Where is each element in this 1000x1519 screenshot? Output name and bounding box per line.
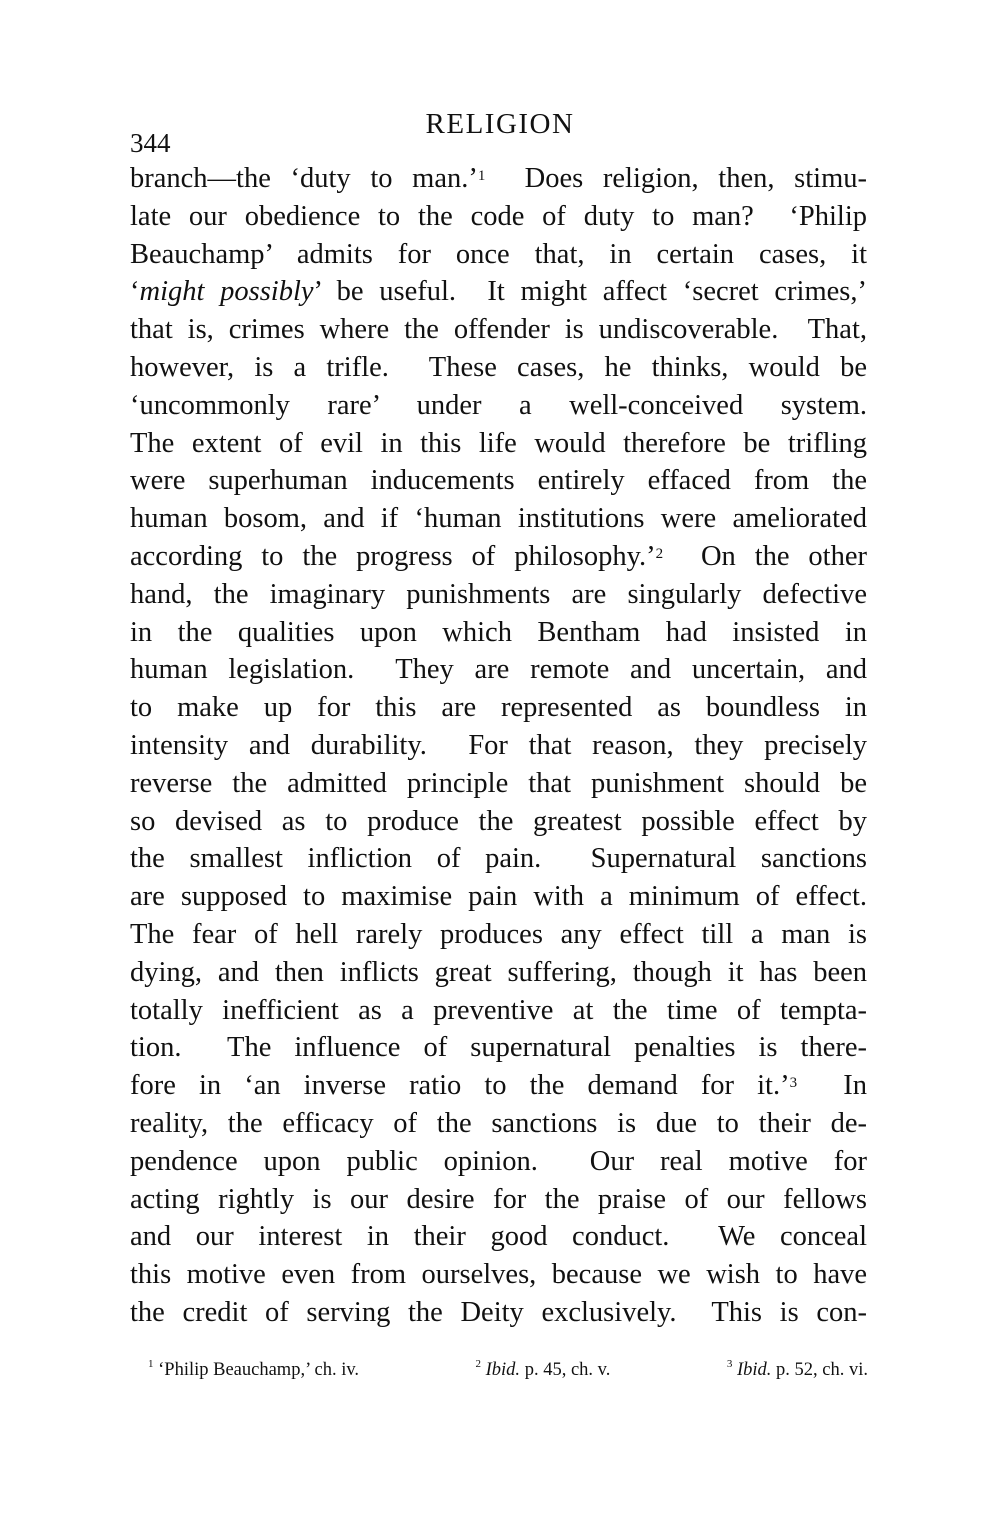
- running-head: RELIGION: [425, 108, 575, 140]
- text-line: [130, 651, 867, 689]
- text-line: [130, 538, 867, 576]
- text-line: [130, 614, 867, 652]
- footnote-ref: 3: [726, 1358, 733, 1370]
- footnotes: [148, 1360, 868, 1381]
- footnote-ref: 3: [789, 1075, 798, 1092]
- text-run: In: [797, 1070, 867, 1102]
- text-line: [130, 992, 867, 1030]
- italic-text: Ibid.: [736, 1360, 772, 1380]
- text-line: [130, 803, 867, 841]
- text-run: this motive even from ourselves, because we wish to have: [130, 1259, 867, 1291]
- text-run: however, is a trifle. These cases, he thinks, would be: [130, 351, 867, 383]
- footnote-ref: 2: [475, 1358, 481, 1370]
- text-run: branch—the ‘duty to man.’: [130, 163, 478, 194]
- text-line: [130, 1256, 867, 1294]
- text-run: ‘Philip Beauchamp,’ ch. iv.: [153, 1360, 360, 1380]
- text-line: [130, 349, 867, 387]
- text-line: [130, 198, 867, 236]
- text-run: and our interest in their good conduct. We conceal: [130, 1221, 867, 1253]
- italic-text: Ibid.: [485, 1360, 521, 1380]
- text-line: [130, 387, 867, 425]
- text-run: Does religion, then, stimu-: [485, 163, 867, 194]
- text-run: according to the progress of philosophy.’: [130, 540, 656, 572]
- text-line: [130, 1181, 867, 1219]
- footnote: [727, 1360, 868, 1381]
- footnote: [476, 1360, 611, 1381]
- text-line: [130, 273, 867, 311]
- text-line: [130, 1294, 867, 1332]
- text-run: ‘: [130, 276, 140, 308]
- text-run: the credit of serving the Deity exclusively. This is con-: [130, 1296, 867, 1328]
- text-line: [130, 765, 867, 803]
- text-run: The fear of hell rarely produces any effect till a man is: [130, 918, 867, 950]
- text-run: dying, and then inflicts great suffering, though it has been: [130, 956, 867, 988]
- body-text: [130, 160, 867, 1332]
- text-line: [130, 1105, 867, 1143]
- text-line: [130, 1143, 867, 1181]
- text-run: The extent of evil in this life would therefore be trifling: [130, 427, 867, 459]
- text-line: [130, 954, 867, 992]
- text-run: were superhuman inducements entirely effaced from the: [130, 465, 867, 497]
- footnote-ref: 2: [655, 545, 664, 562]
- text-line: [130, 1029, 867, 1067]
- text-line: [130, 1218, 867, 1256]
- text-line: [130, 840, 867, 878]
- text-run: in the qualities upon which Bentham had insisted in: [130, 616, 867, 648]
- text-run: pendence upon public opinion. Our real motive for: [130, 1145, 867, 1177]
- text-run: intensity and durability. For that reason, they precisely: [130, 729, 867, 761]
- text-line: [130, 689, 867, 727]
- text-line: [130, 1067, 867, 1105]
- italic-text: might possibly: [139, 276, 314, 308]
- text-run: so devised as to produce the greatest possible effect by: [130, 805, 867, 837]
- footnote-ref: 1: [477, 168, 486, 184]
- footnote: [148, 1360, 359, 1381]
- page-number: 344: [130, 128, 171, 158]
- text-line: [130, 576, 867, 614]
- text-run: the smallest infliction of pain. Supernatural sanctions: [130, 843, 867, 875]
- text-run: hand, the imaginary punishments are singularly defective: [130, 578, 867, 610]
- text-line: [130, 160, 867, 198]
- text-run: late our obedience to the code of duty to man? ‘Philip: [130, 200, 867, 232]
- text-line: [130, 727, 867, 765]
- text-line: [130, 236, 867, 274]
- text-run: reverse the admitted principle that punishment should be: [130, 767, 867, 799]
- text-run: ‘uncommonly rare’ under a well-conceived system.: [130, 389, 867, 421]
- text-run: reality, the efficacy of the sanctions is due to their de-: [130, 1107, 867, 1139]
- text-line: [130, 916, 867, 954]
- text-run: p. 45, ch. v.: [520, 1360, 611, 1380]
- text-run: that is, crimes where the offender is undiscoverable. That,: [130, 314, 867, 346]
- text-run: tion. The influence of supernatural penalties is there-: [130, 1032, 867, 1064]
- footnote-ref: 1: [148, 1358, 154, 1370]
- text-run: fore in ‘an inverse ratio to the demand for it.’: [130, 1070, 790, 1102]
- text-line: [130, 500, 867, 538]
- text-run: On the other: [663, 540, 867, 572]
- text-run: human bosom, and if ‘human institutions were ameliorated: [130, 503, 867, 535]
- text-run: Beauchamp’ admits for once that, in certain cases, it: [130, 238, 867, 270]
- text-line: [130, 425, 867, 463]
- text-run: p. 52, ch. vi.: [771, 1360, 868, 1380]
- text-run: to make up for this are represented as boundless in: [130, 692, 867, 724]
- text-run: acting rightly is our desire for the praise of our fellows: [130, 1183, 867, 1215]
- text-run: totally inefficient as a preventive at the time of tempta-: [130, 994, 867, 1026]
- text-run: ’ be useful. It might affect ‘secret crimes,’: [313, 276, 867, 308]
- text-line: [130, 462, 867, 500]
- text-run: are supposed to maximise pain with a minimum of effect.: [130, 881, 867, 913]
- text-run: human legislation. They are remote and uncertain, and: [130, 654, 867, 686]
- text-line: [130, 878, 867, 916]
- text-line: [130, 311, 867, 349]
